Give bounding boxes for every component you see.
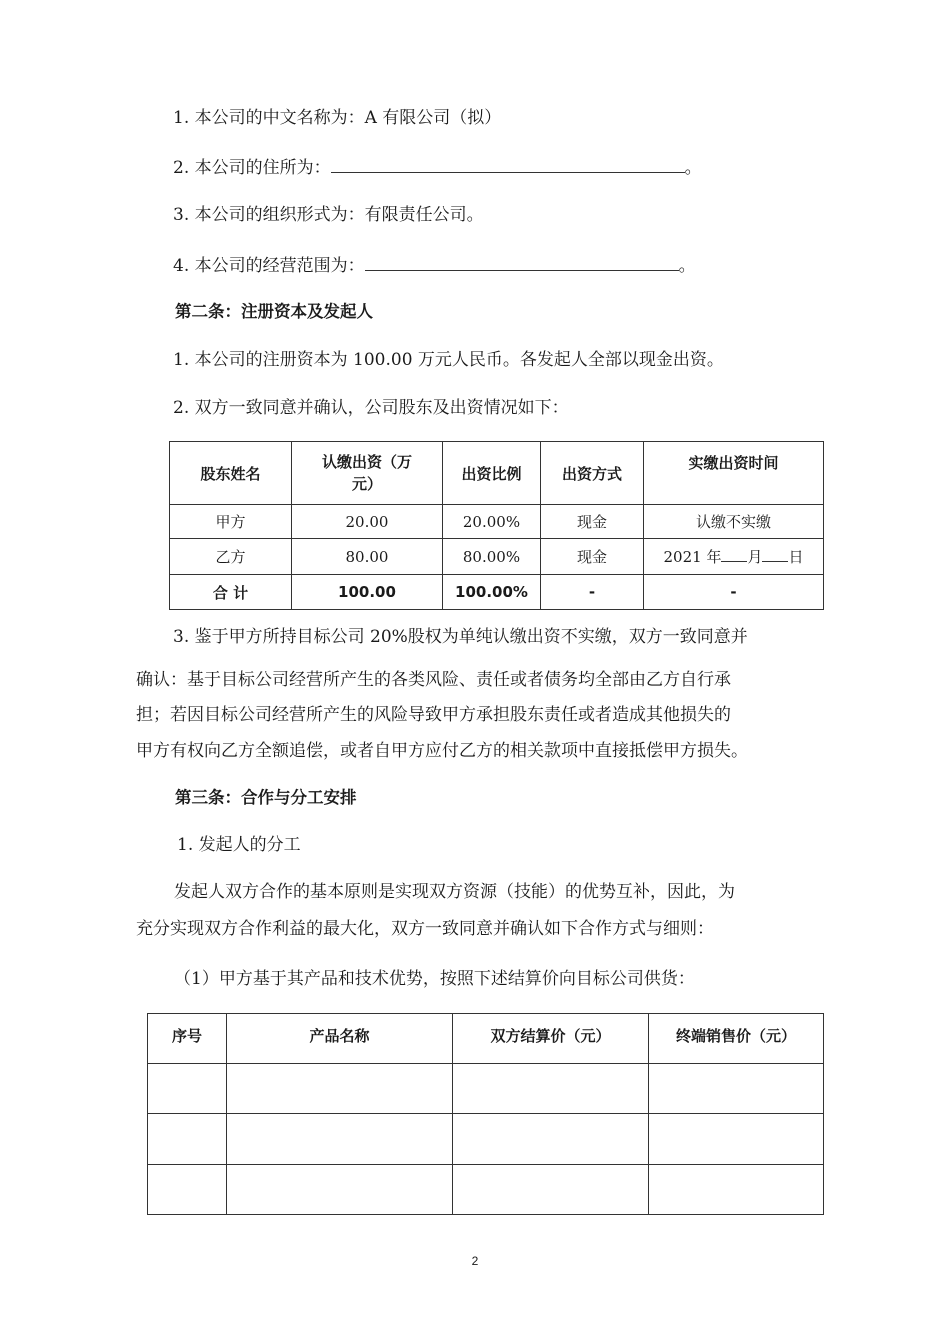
cell-paid-time: 认缴不实缴 bbox=[644, 505, 824, 539]
total-method: - bbox=[541, 575, 644, 610]
cell-capital: 20.00 bbox=[292, 505, 443, 539]
table-row bbox=[170, 539, 824, 575]
month-blank bbox=[721, 547, 747, 562]
article1-item3: 3. 本公司的组织形式为：有限责任公司。 bbox=[173, 205, 484, 225]
cell-capital: 80.00 bbox=[292, 539, 443, 575]
day-blank bbox=[762, 547, 788, 562]
article1-item4-text: 4. 本公司的经营范围为： bbox=[173, 256, 365, 276]
shareholder-table bbox=[169, 441, 824, 610]
total-capital: 100.00 bbox=[292, 575, 443, 610]
table-row bbox=[170, 505, 824, 539]
table-row bbox=[148, 1114, 824, 1165]
empty-cell bbox=[649, 1165, 824, 1215]
page-number: 2 bbox=[471, 1254, 479, 1268]
cell-ratio: 20.00% bbox=[443, 505, 541, 539]
total-label: 合 计 bbox=[170, 575, 292, 610]
business-scope-blank bbox=[365, 254, 679, 271]
article2-item3-line4: 甲方有权向乙方全额追偿，或者自甲方应付乙方的相关款项中直接抵偿甲方损失。 bbox=[136, 741, 748, 761]
article1-item2-text: 2. 本公司的住所为： bbox=[173, 158, 331, 178]
empty-cell bbox=[148, 1114, 227, 1165]
article3-para-line2: 充分实现双方合作利益的最大化，双方一致同意并确认如下合作方式与细则： bbox=[136, 919, 714, 939]
shareholder-table-header bbox=[170, 442, 824, 505]
header-ratio: 出资比例 bbox=[443, 442, 541, 505]
cell-name: 甲方 bbox=[170, 505, 292, 539]
article3-item1: 1. 发起人的分工 bbox=[177, 835, 301, 855]
header-shareholder-name: 股东姓名 bbox=[170, 442, 292, 505]
article1-item2-end: 。 bbox=[684, 158, 702, 178]
article2-item2: 2. 双方一致同意并确认，公司股东及出资情况如下： bbox=[173, 398, 569, 418]
header-subscribed-capital-line1: 认缴出资（万 bbox=[321, 453, 412, 471]
empty-cell bbox=[227, 1165, 453, 1215]
date-day: 日 bbox=[788, 548, 804, 566]
empty-cell bbox=[227, 1064, 453, 1114]
cell-ratio: 80.00% bbox=[443, 539, 541, 575]
article2-item3-line1: 3. 鉴于甲方所持目标公司 20%股权为单纯认缴出资不实缴，双方一致同意并 bbox=[173, 627, 748, 647]
header-method: 出资方式 bbox=[541, 442, 644, 505]
table-row bbox=[148, 1064, 824, 1114]
empty-cell bbox=[453, 1165, 649, 1215]
empty-cell bbox=[453, 1114, 649, 1165]
table-total-row bbox=[170, 575, 824, 610]
article2-heading: 第二条：注册资本及发起人 bbox=[175, 302, 373, 321]
empty-cell bbox=[148, 1165, 227, 1215]
total-ratio: 100.00% bbox=[443, 575, 541, 610]
date-month: 月 bbox=[747, 548, 763, 566]
empty-cell bbox=[649, 1114, 824, 1165]
empty-cell bbox=[453, 1064, 649, 1114]
header-subscribed-capital-line2: 元） bbox=[351, 475, 382, 493]
cell-paid-time bbox=[644, 539, 824, 575]
address-blank bbox=[331, 156, 685, 173]
article1-item1: 1. 本公司的中文名称为：A 有限公司（拟） bbox=[173, 108, 502, 128]
article3-para-line1: 发起人双方合作的基本原则是实现双方资源（技能）的优势互补，因此，为 bbox=[174, 882, 735, 902]
article2-item1: 1. 本公司的注册资本为 100.00 万元人民币。各发起人全部以现金出资。 bbox=[173, 350, 724, 370]
date-year: 2021 年 bbox=[663, 548, 722, 566]
header-product-name: 产品名称 bbox=[227, 1014, 453, 1064]
article1-item2 bbox=[173, 156, 702, 179]
article2-item3-line2: 确认：基于目标公司经营所产生的各类风险、责任或者债务均全部由乙方自行承 bbox=[136, 670, 731, 690]
article3-sub1: （1）甲方基于其产品和技术优势，按照下述结算价向目标公司供货： bbox=[174, 969, 695, 989]
article2-item3-line3: 担；若因目标公司经营所产生的风险导致甲方承担股东责任或者造成其他损失的 bbox=[136, 705, 731, 725]
cell-method: 现金 bbox=[541, 539, 644, 575]
total-paid-time: - bbox=[644, 575, 824, 610]
empty-cell bbox=[227, 1114, 453, 1165]
header-settlement-price: 双方结算价（元） bbox=[453, 1014, 649, 1064]
cell-name: 乙方 bbox=[170, 539, 292, 575]
header-retail-price: 终端销售价（元） bbox=[649, 1014, 824, 1064]
empty-cell bbox=[649, 1064, 824, 1114]
header-paid-time: 实缴出资时间 bbox=[644, 442, 824, 505]
header-subscribed-capital bbox=[292, 442, 443, 505]
article3-heading: 第三条：合作与分工安排 bbox=[175, 788, 357, 807]
product-price-table bbox=[147, 1013, 824, 1215]
table-row bbox=[148, 1165, 824, 1215]
product-table-header bbox=[148, 1014, 824, 1064]
empty-cell bbox=[148, 1064, 227, 1114]
cell-method: 现金 bbox=[541, 505, 644, 539]
article1-item4-end: 。 bbox=[678, 256, 696, 276]
article1-item4 bbox=[173, 254, 696, 277]
header-serial-number: 序号 bbox=[148, 1014, 227, 1064]
